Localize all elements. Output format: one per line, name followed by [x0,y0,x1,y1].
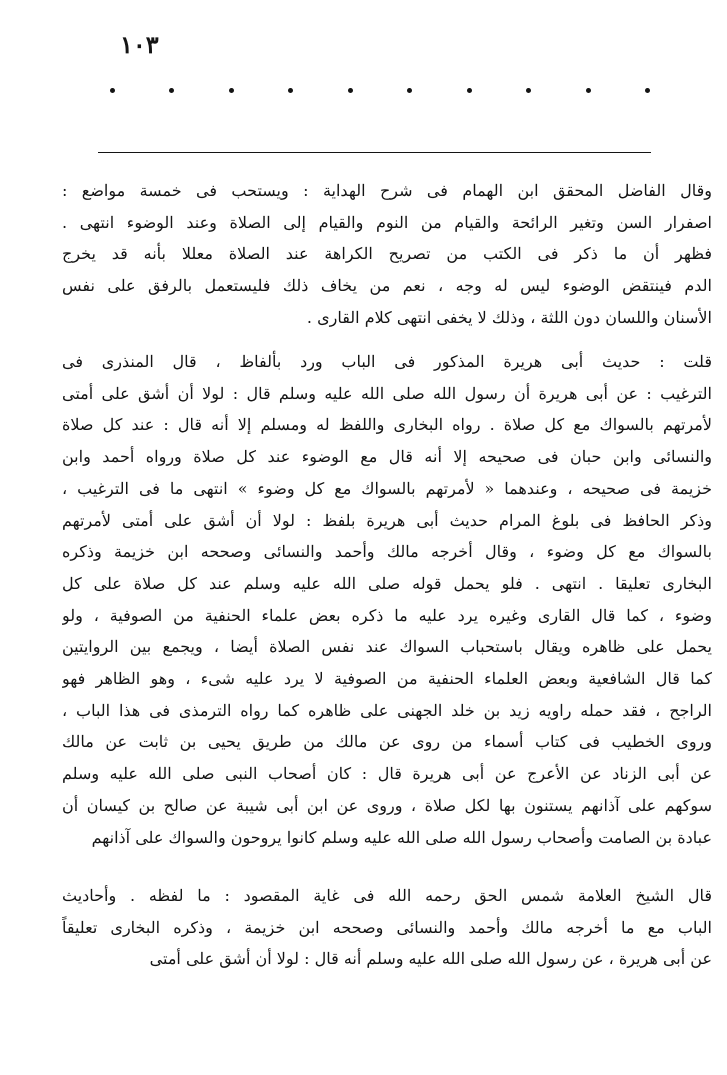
text-line: وذكر الحافظ فى بلوغ المرام حديث أبى هريرة بلفظ : لولا أن أشق على أمتى لأمرتهم [62,510,712,530]
text-line: الترغيب : عن أبى هريرة أن رسول الله صلى الله عليه وسلم قال : لولا أن أشق على أمتى [62,383,712,403]
text-line: يحمل على ظاهره ويقال باستحباب السواك عند نفس الصلاة أيضا ، ويجمع بين الروايتين [62,637,712,657]
text-line: البخارى تعليقا . انتهى . فلو يحمل قوله صلى الله عليه وسلم عند كل صلاة على كل [62,573,712,593]
text-line: عبادة بن الصامت وأصحاب رسول الله صلى الله عليه وسلم كانوا يروحون والسواك على آذانهم [91,827,712,847]
text-line: فظهر أن ما ذكر فى الكتب من تصريح الكراهة عند الصلاة معللا بأنه قد يخرج [62,244,712,264]
text-line: كما قال الشافعية وبعض العلماء الحنفية من الصوفية لا يرد عليه شىء ، وهو الظاهر فهو [62,669,712,689]
divider-dot [526,88,531,93]
text-line: وروى الخطيب فى كتاب أسماء من روى عن مالك من طريق يحيى بن ثابت عن مالك [62,732,712,752]
decorative-dot-divider [110,88,650,108]
paragraph-shams-al-haqq-quote [62,880,712,975]
divider-dot [645,88,650,93]
text-line: عن أبى هريرة ، عن رسول الله صلى الله عليه وسلم أنه قال : لولا أن أشق على أمتى [149,949,712,969]
text-line: قلت : حديث أبى هريرة المذكور فى الباب ورد بألفاظ ، قال المنذرى فى [62,352,712,371]
divider-dot [467,88,472,93]
text-line: والنسائى وابن حبان فى صحيحه إلا أنه قال مع الوضوء عند كل صلاة ورواه أحمد وابن [62,447,712,467]
text-line: وقال الفاضل المحقق ابن الهمام فى شرح الهداية : ويستحب فى خمسة مواضع : [62,181,712,200]
divider-dot [169,88,174,93]
text-line: خزيمة فى صحيحه ، وعندهما « لأمرتهم بالسواك مع كل وضوء » انتهى ما فى الترغيب ، [62,478,712,498]
paragraph-abu-hurairah-hadith [62,346,712,853]
divider-dot [586,88,591,93]
divider-dot [407,88,412,93]
divider-dot [110,88,115,93]
text-line: الباب مع ما أخرجه مالك وأحمد والنسائى وصححه ابن خزيمة ، وذكره البخارى تعليقاً [62,917,712,937]
divider-dot [229,88,234,93]
divider-dot [288,88,293,93]
text-line: عن أبى الزناد عن الأعرج عن أبى هريرة قال : كان أصحاب النبى صلى الله عليه وسلم [62,764,712,784]
text-line: وضوء ، كما قال القارى وغيره يرد عليه ما ذكره بعض علماء الحنفية من الصوفية ، ولو [62,605,712,625]
text-line: لأمرتهم بالسواك مع كل صلاة . رواه البخارى واللفظ له ومسلم إلا أنه قال : عند كل صلاة [62,415,712,435]
text-line: سوكهم على آذانهم يستنون بها لكل صلاة ، وروى عن ابن أبى شيبة عن صالح بن كيسان أن [62,795,712,815]
page-number: ١٠٣ [120,30,159,59]
text-line: الأسنان واللسان دون اللثة ، وذلك لا يخفى انتهى كلام القارى . [306,307,712,327]
divider-dot [348,88,353,93]
text-line: الدم فينتقض الوضوء ليس له وجه ، نعم من يخاف ذلك فليستعمل بالرفق على نفس [62,276,712,296]
text-line: قال الشيخ العلامة شمس الحق رحمه الله فى غاية المقصود : ما لفظه . وأحاديث [62,886,712,905]
text-line: بالسواك مع كل وضوء ، وقال أخرجه مالك وأحمد والنسائى وصححه ابن خزيمة وذكره [62,542,712,562]
paragraph-ibn-humam-quote [62,175,712,334]
header-rule [98,152,651,153]
text-line: الراجح ، فقد حمله راويه زيد بن خلد الجهنى على ظاهره كما رواه الترمذى فى هذا الباب ، [62,700,712,720]
text-line: اصفرار السن وتغير الرائحة والقيام من النوم والقيام إلى الصلاة وعند الوضوء انتهى . [62,212,712,232]
